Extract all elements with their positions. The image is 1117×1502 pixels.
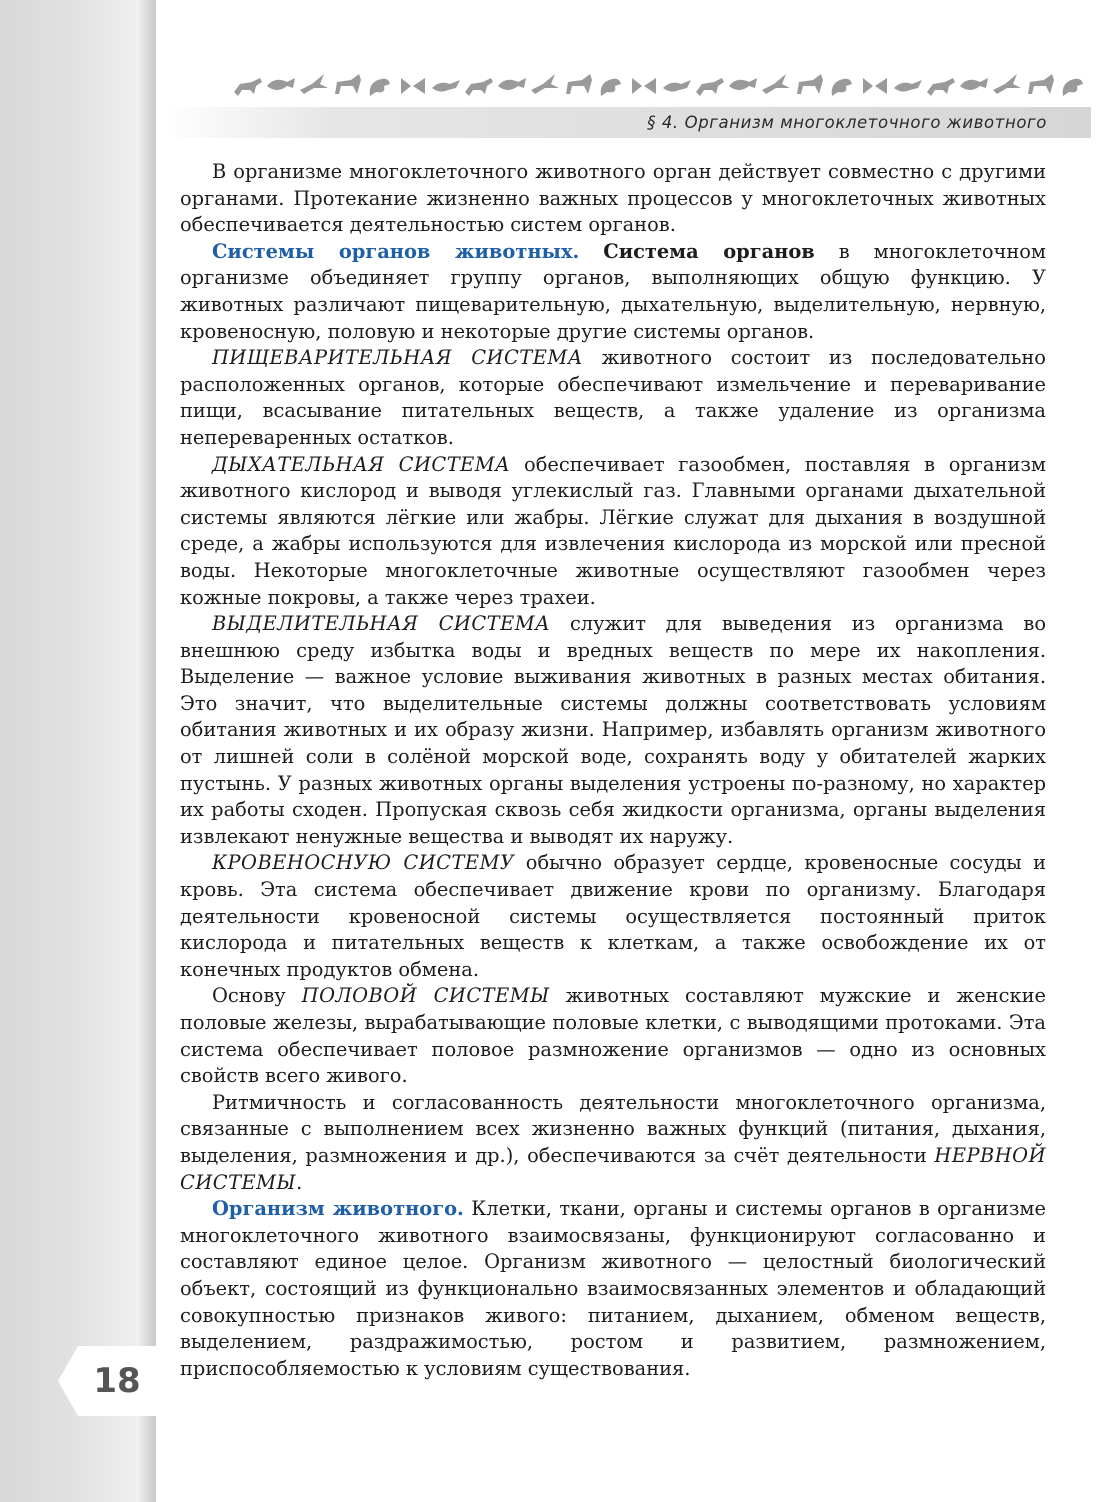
term-organ-system: Система органов — [603, 239, 815, 263]
paragraph-organ-systems: Системы органов животных. Система органов в многоклеточном организме объединяет группу органов, выполняющих общую функцию. У животных различают пищеварительную, дыхательную, выделительную, нервную, кровеносную, половую и некоторые другие системы органов. — [180, 239, 1047, 343]
animal-silhouette-icon — [894, 80, 922, 92]
animal-silhouette-icon — [267, 78, 295, 90]
animal-silhouette-icon — [498, 78, 526, 90]
animal-silhouette-icon — [863, 78, 887, 94]
animal-silhouette-icon — [927, 78, 955, 96]
term-reproductive-system: ПОЛОВОЙ СИСТЕМЫ — [301, 984, 550, 1008]
animal-silhouette-icon — [335, 74, 361, 94]
paragraph-excretory: ВЫДЕЛИТЕЛЬНАЯ СИСТЕМА служит для выведения из организма во внешнюю среду избытка воды и вредных веществ по мере их накопления. Выделение — важное условие выживания животных в разных местах обитания. Это значит, что выделительные системы должны соответствовать условиям обитания животных и их образу жизни. Например, избавлять организм животного от лишней соли в солёной морской воде, сохранять воду у обитателей жарких пустынь. У разных животных органы выделения устроены по-разному, но характер их работы сходен. Пропуская сквозь себя жидкости организма, органы выделения извлекают ненужные вещества и выводят их наружу. — [180, 612, 1046, 848]
paragraph-organism: Организм животного. Клетки, ткани, органы и системы органов в организме многоклеточного животного взаимосвязаны, функционируют согласованно и составляют единое целое. Организм животного — целостный биологический объект, состоящий из функционально взаимосвязанных элементов и обладающий совокупностью признаков живого: питанием, дыханием, обменом веществ, выделением, раздражимостью, ростом и развитием, размножением, приспособляемостью к условиям существования. — [180, 1197, 1046, 1380]
animal-silhouette-icon — [960, 78, 988, 90]
animal-silhouette-icon — [401, 78, 425, 94]
animal-silhouette-icon — [729, 78, 757, 90]
animal-silhouette-icon — [566, 74, 592, 94]
paragraph-circulatory: КРОВЕНОСНУЮ СИСТЕМУ обычно образует сердце, кровеносные сосуды и кровь. Эта система обеспечивает движение крови по организму. Благодаря деятельности кровеносной системы осуществляется постоянный приток кислорода и питательных веществ к клеткам, а также освобождение их от конечных продуктов обмена. — [180, 851, 1046, 981]
animal-silhouette-icon — [1028, 74, 1054, 94]
paragraph-reproductive: Основу ПОЛОВОЙ СИСТЕМЫ животных составляют мужские и женские половые железы, вырабатывающие половые клетки, с выводящими протоками. Эта система обеспечивает половое размножение организмов — одно из основных свойств всего живого. — [180, 984, 1046, 1088]
paragraph-nervous: Ритмичность и согласованность деятельности многоклеточного организма, связанные с выполнением всех жизненно важных функций (питания, дыхания, выделения, размножения и др.), обеспечиваются за счёт деятельности НЕРВНОЙ СИСТЕМЫ. — [180, 1090, 1046, 1194]
animal-silhouette-icon — [601, 79, 621, 96]
page-margin-bar — [0, 0, 156, 1502]
term-digestive-system: ПИЩЕВАРИТЕЛЬНАЯ СИСТЕМА — [212, 346, 583, 370]
animal-silhouette-icon — [762, 74, 790, 94]
animal-silhouette-icon — [632, 78, 656, 94]
section-heading-organ-systems: Системы органов животных. — [212, 239, 580, 263]
animal-silhouette-icon — [832, 79, 852, 96]
term-excretory-system: ВЫДЕЛИТЕЛЬНАЯ СИСТЕМА — [212, 612, 551, 636]
animal-silhouette-icon — [300, 74, 328, 94]
animal-silhouette-icon — [797, 74, 823, 94]
animal-silhouette-icon — [370, 79, 390, 96]
animal-silhouette-icon — [432, 80, 460, 92]
animal-silhouette-icon — [465, 78, 493, 96]
paragraph-respiratory: ДЫХАТЕЛЬНАЯ СИСТЕМА обеспечивает газообмен, поставляя в организм животного кислород и выводя углекислый газ. Главными органами дыхательной системы являются лёгкие или жабры. Лёгкие служат для дыхания в воздушной среде, а жабры используются для извлечения кислорода из морской или пресной воды. Некоторые многоклеточные животные осуществляют газообмен через кожные покровы, а также через трахеи. — [180, 452, 1047, 609]
animal-silhouette-icon — [531, 74, 559, 94]
main-text — [180, 159, 1046, 1382]
term-nervous-system: НЕРВНОЙ СИСТЕМЫ — [180, 1143, 1046, 1194]
page-number: 18 — [93, 1361, 141, 1401]
section-heading-organism: Организм животного. — [212, 1197, 464, 1221]
animal-silhouette-icon — [993, 74, 1021, 94]
section-header — [165, 107, 1091, 138]
paragraph-intro: В организме многоклеточного животного орган действует совместно с другими органами. Протекание жизненно важных процессов у многоклеточных животных обеспечивается деятельностью систем органов. — [180, 160, 1046, 237]
section-title: § 4. Организм многоклеточного животного — [647, 113, 1047, 132]
term-respiratory-system: ДЫХАТЕЛЬНАЯ СИСТЕМА — [212, 452, 511, 476]
animal-silhouette-icon — [234, 78, 262, 96]
animal-silhouette-icon — [696, 78, 724, 96]
animal-silhouette-icon — [1063, 79, 1083, 96]
term-circulatory-system: КРОВЕНОСНУЮ СИСТЕМУ — [212, 851, 515, 875]
animal-silhouette-strip-icon — [232, 70, 1090, 102]
paragraph-digestive: ПИЩЕВАРИТЕЛЬНАЯ СИСТЕМА животного состоит из последовательно расположенных органов, которые обеспечивают измельчение и переваривание пищи, всасывание питательных веществ, а также удаление из организма непереваренных остатков. — [180, 346, 1046, 449]
animal-silhouette-icon — [663, 80, 691, 92]
